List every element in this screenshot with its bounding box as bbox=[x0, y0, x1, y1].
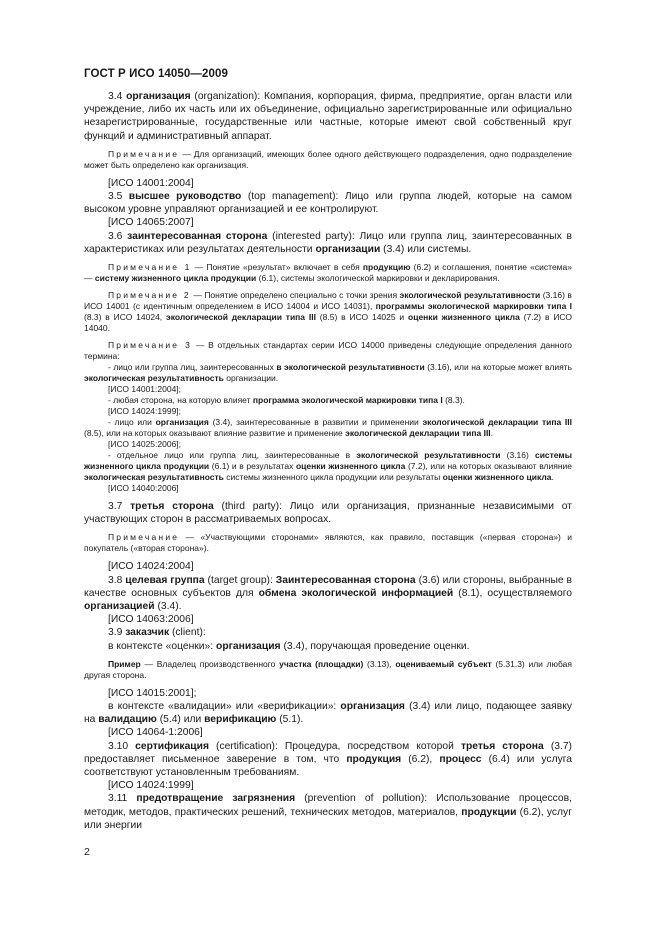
definition-list-item: - лицо или группа лиц, заинтересованных в экологической результативности (3.16), или на которые может влиять экологическая результативность организации. bbox=[84, 362, 572, 384]
reference: [ИСО 14001:2004] bbox=[108, 177, 194, 189]
entry-3-4: 3.4 организация (organization): Компания, корпорация, фирма, предприятие, орган власти или учреждение, либо их часть или их объединение, официально зарегистрированные или официально незарегистрированные, государственные или частные, которые имеют свой собственный круг функций и административный аппарат. bbox=[84, 91, 572, 142]
entry-3-5: 3.5 высшее руководство (top management): Лицо или группа людей, которые на самом высоком уровне управляют организацией и ее контролируют. bbox=[84, 191, 572, 216]
document-body bbox=[84, 90, 572, 832]
note-3-6-1: Примечание 1 — Понятие «результат» включает в себя продукцию (6.2) и соглашения, понятие «система» — систему жизненного цикла продукции (6.1), системы экологической маркировки и декларирования. bbox=[84, 262, 572, 284]
term: заказчик bbox=[125, 627, 170, 639]
example-3-9: Пример — Владелец производственного участка (площадки) (3.13), оцениваемый субъект (5.31.3) или любая другая сторона. bbox=[84, 658, 572, 680]
entry-3-10: 3.10 сертификация (certification): Процедура, посредством которой третья сторона (3.7) предоставляет письменное заверение в том, что продукция (6.2), процесс (6.4) или услуга соответствуют установленным требованиям. bbox=[84, 740, 572, 779]
term: предотвращение загрязнения bbox=[136, 793, 296, 805]
term: сертификация bbox=[135, 740, 209, 752]
entry-3-9: 3.9 заказчик (client): bbox=[108, 627, 206, 639]
note-3-6-3: Примечание 3 — В отдельных стандартах серии ИСО 14000 приведены следующие определения данного термина: bbox=[84, 340, 572, 362]
reference: [ИСО 14001:2004]; bbox=[108, 384, 182, 395]
term: организация bbox=[126, 91, 191, 102]
entry-3-7: 3.7 третья сторона (third party): Лицо или организация, признанные независимыми от участвующих сторон в рассматриваемых вопросах. bbox=[84, 501, 572, 526]
note-3-7: Примечание — «Участвующими сторонами» являются, как правило, поставщик («первая сторона») и покупатель («вторая сторона»). bbox=[84, 532, 572, 554]
reference: [ИСО 14040:2006] bbox=[108, 483, 179, 494]
definition-list-item: - отдельное лицо или группа лиц, заинтересованные в экологической результативности (3.16) системы жизненного цикла продукции (6.1) и в результатах оценки жизненного цикла (7.2), или на которых оказывают влияние экологическая результативность системы жизненного цикла продукции или результаты оценки жизненного цикла. bbox=[84, 450, 572, 483]
term: целевая группа bbox=[125, 574, 205, 586]
reference: [ИСО 14024:2004] bbox=[108, 561, 194, 573]
reference: [ИСО 14024:1999] bbox=[108, 780, 194, 792]
reference: [ИСО 14025:2006]; bbox=[108, 439, 182, 450]
reference: [ИСО 14024:1999]; bbox=[108, 406, 182, 417]
term: высшее руководство bbox=[128, 191, 242, 203]
reference: [ИСО 14015:2001]; bbox=[108, 687, 197, 699]
note-3-6-2: Примечание 2 — Понятие определено специально с точки зрения экологической результативности (3.16) в ИСО 14001 (с идентичным определением в ИСО 14004 и ИСО 14031), программы экологической маркировки типа I (8.3) в ИСО 14024, экологической декларации типа III (8.5) в ИСО 14025 и оценки жизненного цикла (7.2) в ИСО 14040. bbox=[84, 290, 572, 334]
page-number: 2 bbox=[84, 846, 90, 858]
term: заинтересованная сторона bbox=[127, 230, 268, 242]
term: третья сторона bbox=[130, 501, 214, 513]
note-3-4: Примечание — Для организаций, имеющих более одного действующего подразделения, одно подразделение может быть определено как организация. bbox=[84, 148, 572, 170]
definition-list-item: - лицо или организация (3.4), заинтересованные в развитии и применении экологической декларации типа III (8.5), или на которых оказывают влияние развитие и применение экологической декларации типа III. bbox=[84, 417, 572, 439]
reference: [ИСО 14065:2007] bbox=[108, 217, 194, 229]
context-definition: в контексте «валидации» или «верификации»: организация (3.4) или лицо, подающее заявку на валидацию (5.4) или верификацию (5.1). bbox=[84, 701, 572, 726]
reference: [ИСО 14064-1:2006] bbox=[108, 727, 203, 739]
definition-list-item: - любая сторона, на которую влияет программа экологической маркировки типа I (8.3). bbox=[108, 395, 465, 406]
entry-3-6: 3.6 заинтересованная сторона (interested party): Лицо или группа лиц, заинтересованных в характеристиках или результатах деятельности организации (3.4) или системы. bbox=[84, 230, 572, 255]
document-header: ГОСТ Р ИСО 14050—2009 bbox=[84, 68, 229, 80]
entry-3-11: 3.11 предотвращение загрязнения (prevention of pollution): Использование процессов, методик, методов, практических решений, технических методов, материалов, продукции (6.2), услуг или энергии bbox=[84, 793, 572, 831]
context-definition: в контексте «оценки»: организация (3.4), поручающая проведение оценки. bbox=[108, 640, 470, 652]
entry-3-8: 3.8 целевая группа (target group): Заинтересованная сторона (3.6) или стороны, выбранные в качестве основных субъектов для обмена экологической информацией (8.1), осуществляемого организацией (3.4). bbox=[84, 574, 572, 613]
reference: [ИСО 14063:2006] bbox=[108, 614, 194, 626]
